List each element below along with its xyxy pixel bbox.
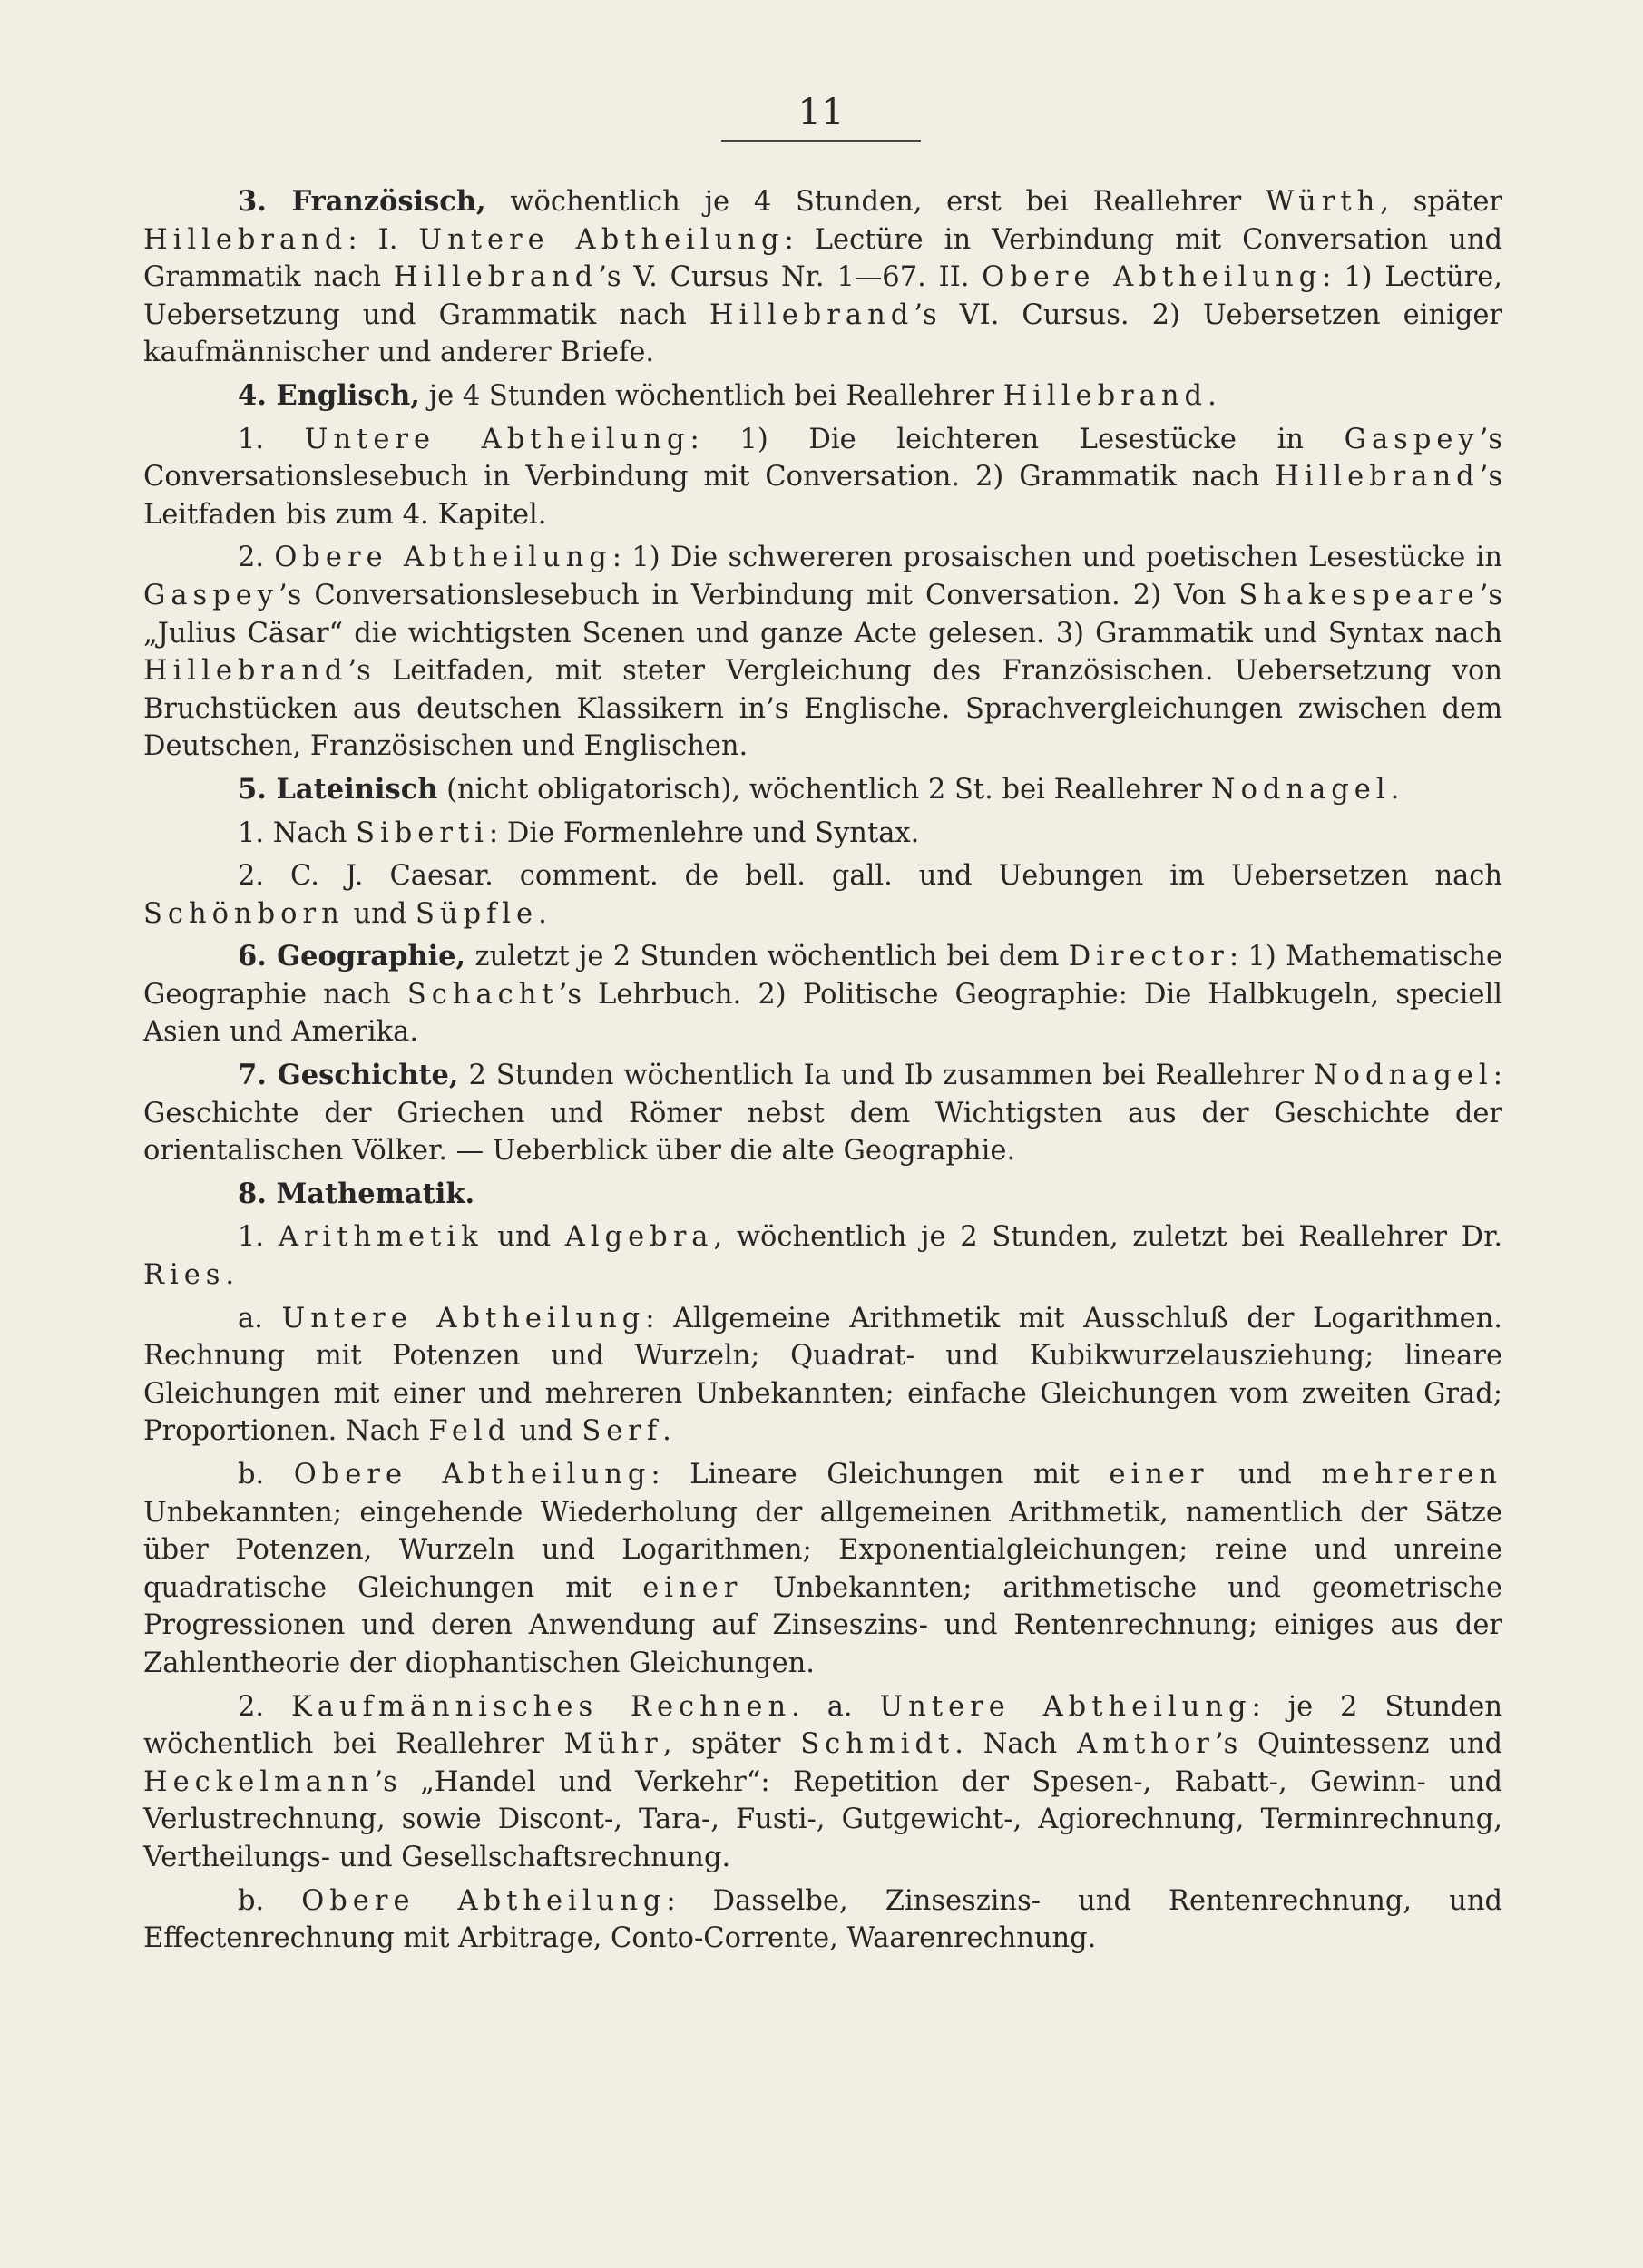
body-text (143, 183, 1502, 1963)
subject-heading: Mathematik. (276, 1177, 475, 1210)
spaced-name: Würth (1266, 186, 1381, 218)
text-run: und (1208, 1459, 1322, 1491)
page-number: 11 (797, 92, 845, 133)
spaced-name: Untere Abtheilung (879, 1690, 1252, 1723)
spaced-name: Kaufmännisches Rechnen (291, 1690, 792, 1723)
paragraph-latin-2 (143, 857, 1502, 933)
paragraph-math-1a (143, 1300, 1502, 1451)
spaced-name: Untere Abtheilung (304, 423, 690, 455)
text-run: ’s Quintessenz und (1214, 1728, 1502, 1761)
subject-heading: Englisch, (276, 378, 420, 412)
paragraph-math (143, 1176, 1502, 1214)
text-run: 1. Nach (238, 816, 357, 849)
subject-heading: Lateinisch (276, 772, 438, 806)
paragraph-english (143, 377, 1502, 415)
section-number: 3. (238, 185, 292, 218)
text-run: Unbekannten; eingehende Wiederholung der allgemeinen Arithmetik, namentlich der Sätze über Potenzen, Wurzeln und Logarithmen; Exponentialgleichungen; reine und unreine quadratische Gleichungen mit (143, 1496, 1502, 1604)
text-run: . (538, 897, 547, 930)
text-run: : 1) Mathematische Geographie nach (143, 941, 1502, 1011)
text-run: 2 Stunden wöchentlich Ia und Ib zusammen bei Reallehrer (458, 1060, 1314, 1092)
spaced-name: einer (642, 1571, 743, 1604)
spaced-name: Hillebrand (143, 655, 348, 688)
spaced-name: Siberti (356, 816, 489, 849)
spaced-name: Schönborn (143, 897, 345, 930)
text-run: ’s „Julius Cäsar“ die wichtigsten Scenen und ganze Acte gelesen. 3) Grammatik und Syntax nach (143, 579, 1502, 650)
spaced-name: Gaspey (143, 579, 279, 611)
spaced-name: Algebra (564, 1221, 714, 1254)
spaced-name: Mühr (563, 1728, 663, 1761)
text-run: ’s V. Cursus Nr. 1—67. II. (598, 261, 983, 294)
spaced-name: Hillebrand (709, 298, 914, 331)
text-run: wöchentlich je 4 Stunden, erst bei Reallehrer (485, 186, 1266, 218)
text-run: , wöchentlich je 2 Stunden, zuletzt bei Reallehrer Dr. (713, 1221, 1503, 1254)
text-run: : Lectüre in Verbindung mit Conversation und Grammatik nach (143, 223, 1502, 294)
spaced-name: Süpfle (415, 897, 539, 930)
section-number: 6. (238, 940, 278, 973)
spaced-name: Amthor (1077, 1728, 1215, 1761)
text-run: und (344, 897, 416, 930)
spaced-name: Nodnagel (1210, 773, 1391, 806)
paragraph-french (143, 183, 1502, 372)
paragraph-history (143, 1057, 1502, 1170)
spaced-name: Schmidt (800, 1728, 955, 1761)
text-run: : Allgemeine Arithmetik mit Ausschluß der Logarithmen. Rechnung mit Potenzen und Wurzeln; Quadrat- und Kubikwurzelausziehung; lineare Gleichungen mit einer und mehreren Unbekannten; einfache Gleichungen vom zweiten Grad; Proportionen. Nach (143, 1302, 1503, 1448)
text-run: b. (238, 1884, 302, 1917)
spaced-name: Hillebrand (143, 223, 348, 256)
spaced-name: Arithmetik (278, 1221, 484, 1254)
spaced-name: Feld (428, 1415, 512, 1448)
header-rule (721, 140, 921, 142)
subject-heading: Französisch, (291, 185, 486, 218)
text-run: : 1) Die leichteren Lesestücke in (689, 423, 1345, 455)
text-run: ’s „Handel und Verkehr“: Repetition der Spesen-, Rabatt-, Gewinn- und Verlustrechnung, sowie Discont-, Tara-, Fusti-, Gutgewicht-, Agiorechnung, Terminrechnung, Vertheilungs- und Gesellschaftsrechnung. (143, 1765, 1502, 1873)
text-run: . (1390, 773, 1400, 806)
paragraph-latin-1 (143, 815, 1502, 853)
section-number: 5. (238, 772, 277, 806)
text-run: 2. (238, 542, 275, 574)
spaced-name: Shakespeare (1238, 579, 1480, 611)
text-run: : Die Formenlehre und Syntax. (488, 816, 920, 849)
spaced-name: Hillebrand (393, 261, 599, 294)
spaced-name: Heckelmann (143, 1765, 375, 1798)
text-run: : 1) Lectüre, Uebersetzung und Grammatik nach (143, 261, 1502, 331)
text-run: und (511, 1415, 582, 1448)
spaced-name: Director (1068, 941, 1229, 973)
spaced-name: einer (1109, 1459, 1209, 1491)
spaced-name: Gaspey (1344, 423, 1480, 455)
spaced-name: Nodnagel (1313, 1060, 1493, 1092)
paragraph-math-1 (143, 1218, 1502, 1294)
subject-heading: Geschichte, (277, 1059, 459, 1092)
spaced-name: Hillebrand (1002, 379, 1208, 412)
section-number: 4. (238, 378, 277, 412)
text-run: : Lineare Gleichungen mit (650, 1459, 1110, 1491)
text-run: b. (238, 1459, 294, 1491)
spaced-name: Serf (582, 1415, 663, 1448)
spaced-name: Untere Abtheilung (281, 1302, 646, 1334)
text-run: 2. C. J. Caesar. comment. de bell. gall. und Uebungen im Uebersetzen nach (238, 860, 1502, 893)
text-run: je 4 Stunden wöchentlich bei Reallehrer (419, 379, 1003, 412)
text-run: und (483, 1221, 565, 1254)
text-run: ’s Leitfaden bis zum 4. Kapitel. (143, 461, 1502, 531)
text-run: ’s VI. Cursus. 2) Uebersetzen einiger kaufmännischer und anderer Briefe. (143, 298, 1502, 369)
text-run: : Geschichte der Griechen und Römer nebst dem Wichtigsten aus der Geschichte der orientalischen Völker. — Ueberblick über die alte Geographie. (143, 1060, 1502, 1168)
text-run: ’s Leitfaden, mit steter Vergleichung des Französischen. Uebersetzung von Bruchstücken aus deutschen Klassikern in’s Englische. Sprachvergleichungen zwischen dem Deutschen, Französischen und Englischen. (143, 655, 1502, 763)
spaced-name: Obere Abtheilung (982, 261, 1323, 294)
text-run: zuletzt je 2 Stunden wöchentlich bei dem (465, 941, 1069, 973)
text-run: . (225, 1259, 235, 1292)
section-number: 8. (238, 1177, 277, 1210)
text-run: , später (1380, 186, 1502, 218)
paragraph-geography (143, 938, 1502, 1051)
text-run: , später (662, 1728, 801, 1761)
spaced-name: Schacht (406, 978, 559, 1011)
text-run: (nicht obligatorisch), wöchentlich 2 St. bei Reallehrer (437, 773, 1211, 806)
text-run: : 1) Die schwereren prosaischen und poetischen Lesestücke in (611, 542, 1502, 574)
text-run: : Dasselbe, Zinseszins- und Rentenrechnung, und Effectenrechnung mit Arbitrage, Conto-Corrente, Waarenrechnung. (143, 1884, 1502, 1955)
section-number: 7. (238, 1059, 278, 1092)
spaced-name: Obere Abtheilung (293, 1459, 651, 1491)
text-run: : je 2 Stunden wöchentlich bei Reallehrer (143, 1690, 1502, 1761)
subject-heading: Geographie, (277, 940, 466, 973)
paragraph-math-2b (143, 1882, 1502, 1958)
text-run: Unbekannten; arithmetische und geometrische Progressionen und deren Anwendung auf Zinseszins- und Rentenrechnung; einiges aus der Zahlentheorie der diophantischen Gleichungen. (143, 1571, 1502, 1679)
text-run: 1. (238, 1221, 279, 1254)
spaced-name: Obere Abtheilung (274, 542, 612, 574)
paragraph-latin (143, 771, 1502, 809)
text-run: : I. (347, 223, 419, 256)
page-header (721, 91, 921, 142)
paragraph-math-1b (143, 1456, 1502, 1683)
text-run: ’s Lehrbuch. 2) Politische Geographie: Die Halbkugeln, speciell Asien und Amerika. (143, 978, 1502, 1049)
text-run: a. (238, 1302, 282, 1334)
text-run: ’s Conversationslesebuch in Verbindung mit Conversation. 2) Von (279, 579, 1239, 611)
paragraph-english-1 (143, 421, 1502, 534)
paragraph-math-2 (143, 1688, 1502, 1877)
spaced-name: Hillebrand (1275, 461, 1480, 494)
text-run: . (662, 1415, 671, 1448)
paragraph-english-2 (143, 539, 1502, 766)
text-run: . Nach (954, 1728, 1078, 1761)
spaced-name: mehreren (1321, 1459, 1502, 1491)
text-run: . a. (791, 1690, 880, 1723)
text-run: ’s Conversationslesebuch in Verbindung mit Conversation. 2) Grammatik nach (143, 423, 1502, 494)
text-run: . (1208, 379, 1217, 412)
spaced-name: Obere Abtheilung (301, 1884, 667, 1917)
spaced-name: Untere Abtheilung (418, 223, 785, 256)
text-run: 2. (238, 1690, 291, 1723)
text-run: 1. (238, 423, 305, 455)
spaced-name: Ries (143, 1259, 226, 1292)
